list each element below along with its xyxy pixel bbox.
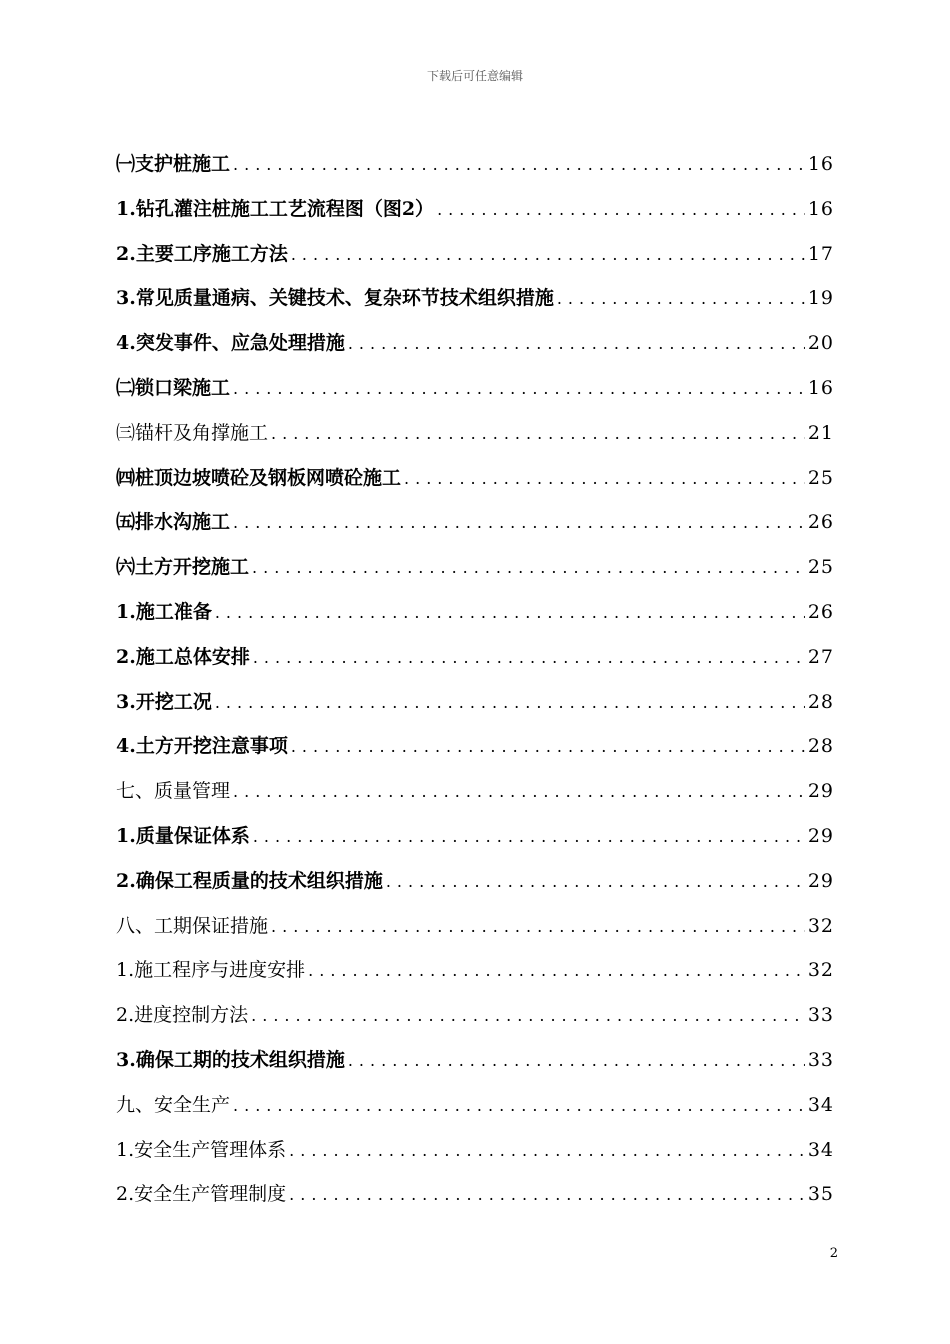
toc-entry-title: 3.开挖工况 — [116, 690, 212, 713]
toc-entry[interactable] — [116, 545, 834, 590]
toc-entry[interactable] — [116, 1128, 834, 1173]
toc-dot-leader — [308, 949, 805, 994]
toc-entry-page: 29 — [807, 824, 834, 847]
toc-entry-title: 九、安全生产 — [116, 1093, 231, 1116]
toc-dot-leader — [348, 322, 805, 367]
toc-entry[interactable] — [116, 500, 834, 545]
toc-entry[interactable] — [116, 590, 834, 635]
toc-dot-leader — [233, 143, 805, 188]
toc-entry-page: 26 — [807, 600, 834, 623]
toc-entry-page: 19 — [807, 287, 834, 310]
toc-dot-leader — [386, 860, 805, 905]
toc-entry-title: ㈠支护桩施工 — [116, 153, 231, 175]
toc-dot-leader — [215, 681, 805, 726]
toc-dot-leader — [271, 905, 805, 950]
toc-dot-leader — [291, 233, 805, 278]
toc-entry-title: ㈣桩顶边坡喷砼及钢板网喷砼施工 — [116, 466, 402, 489]
toc-dot-leader — [437, 188, 805, 233]
toc-entry[interactable] — [116, 724, 834, 769]
toc-entry-title: ㈤排水沟施工 — [116, 511, 231, 534]
toc-entry[interactable] — [116, 859, 834, 904]
toc-entry-page: 17 — [807, 242, 834, 265]
toc-dot-leader — [233, 770, 805, 815]
toc-dot-leader — [289, 1173, 805, 1218]
toc-entry-page: 28 — [807, 690, 834, 713]
toc-dot-leader — [557, 277, 805, 322]
toc-entry-title: 2.主要工序施工方法 — [116, 242, 288, 265]
page-number: 2 — [829, 1246, 838, 1261]
toc-entry[interactable] — [116, 948, 834, 993]
toc-entry[interactable] — [116, 814, 834, 859]
toc-dot-leader — [233, 367, 805, 412]
toc-entry-title: 2.进度控制方法 — [116, 1004, 249, 1027]
toc-entry-page: 27 — [807, 645, 834, 668]
toc-entry-title: 七、质量管理 — [116, 780, 231, 803]
toc-dot-leader — [252, 546, 805, 591]
toc-dot-leader — [233, 1084, 805, 1129]
toc-entry-page: 16 — [807, 376, 834, 399]
toc-dot-leader — [251, 994, 805, 1039]
toc-entry[interactable] — [116, 635, 834, 680]
toc-entry-title: 3.确保工期的技术组织措施 — [116, 1048, 345, 1071]
toc-entry[interactable] — [116, 142, 834, 187]
header-note: 下载后可任意编辑 — [426, 69, 523, 83]
toc-entry-page: 16 — [807, 197, 834, 220]
toc-entry[interactable] — [116, 680, 834, 725]
toc-entry-page: 16 — [807, 153, 834, 175]
toc-dot-leader — [289, 1129, 805, 1174]
toc-entry-page: 34 — [807, 1138, 834, 1161]
toc-entry[interactable] — [116, 769, 834, 814]
toc-entry[interactable] — [116, 321, 834, 366]
toc-entry[interactable] — [116, 456, 834, 501]
toc-entry-page: 34 — [807, 1093, 834, 1116]
toc-entry-page: 26 — [807, 511, 834, 534]
toc-entry-page: 21 — [807, 421, 834, 444]
toc-entry-page: 25 — [807, 466, 834, 489]
toc-entry-title: 1.施工准备 — [116, 600, 212, 623]
toc-entry-title: 4.土方开挖注意事项 — [116, 735, 288, 758]
toc-dot-leader — [233, 501, 805, 546]
toc-entry[interactable] — [116, 276, 834, 321]
toc-dot-leader — [253, 815, 805, 860]
toc-entry-page: 33 — [807, 1004, 834, 1027]
toc-entry-page: 29 — [807, 780, 834, 803]
toc-entry-title: 3.常见质量通病、关键技术、复杂环节技术组织措施 — [116, 287, 554, 310]
toc-entry[interactable] — [116, 1038, 834, 1083]
toc-entry-title: ㈡锁口梁施工 — [116, 376, 231, 399]
toc-dot-leader — [271, 412, 805, 457]
toc-entry-page: 33 — [807, 1048, 834, 1071]
toc-entry-page: 25 — [807, 556, 834, 579]
toc-entry[interactable] — [116, 1172, 834, 1217]
toc-entry-title: ㈥土方开挖施工 — [116, 556, 250, 579]
toc-dot-leader — [348, 1039, 805, 1084]
toc-entry-title: 2.施工总体安排 — [116, 645, 250, 668]
toc-entry-title: 1.钻孔灌注桩施工工艺流程图（图2） — [116, 197, 435, 220]
toc-entry[interactable] — [116, 904, 834, 949]
toc-dot-leader — [291, 725, 805, 770]
toc-entry-title: 2.确保工程质量的技术组织措施 — [116, 869, 383, 892]
toc-entry-page: 32 — [807, 914, 834, 937]
toc-entry-page: 29 — [807, 869, 834, 892]
toc-entry[interactable] — [116, 1083, 834, 1128]
toc-entry-title: 1.质量保证体系 — [116, 824, 250, 847]
toc-entry[interactable] — [116, 411, 834, 456]
toc-entry-title: 2.安全生产管理制度 — [116, 1183, 287, 1206]
toc-entry-title: 4.突发事件、应急处理措施 — [116, 332, 345, 355]
toc-entry-title: 1.施工程序与进度安排 — [116, 959, 306, 982]
toc-entry-page: 32 — [807, 959, 834, 982]
toc-dot-leader — [215, 591, 805, 636]
toc-entry[interactable] — [116, 993, 834, 1038]
toc-dot-leader — [404, 457, 805, 502]
toc-entry[interactable] — [116, 187, 834, 232]
table-of-contents — [116, 142, 834, 1217]
toc-entry-title: ㈢锚杆及角撑施工 — [116, 421, 269, 444]
toc-entry[interactable] — [116, 232, 834, 277]
toc-entry[interactable] — [116, 366, 834, 411]
toc-dot-leader — [253, 636, 805, 681]
toc-entry-title: 八、工期保证措施 — [116, 914, 269, 937]
toc-entry-title: 1.安全生产管理体系 — [116, 1138, 287, 1161]
toc-entry-page: 28 — [807, 735, 834, 758]
toc-entry-page: 35 — [807, 1183, 834, 1206]
toc-entry-page: 20 — [807, 332, 834, 355]
